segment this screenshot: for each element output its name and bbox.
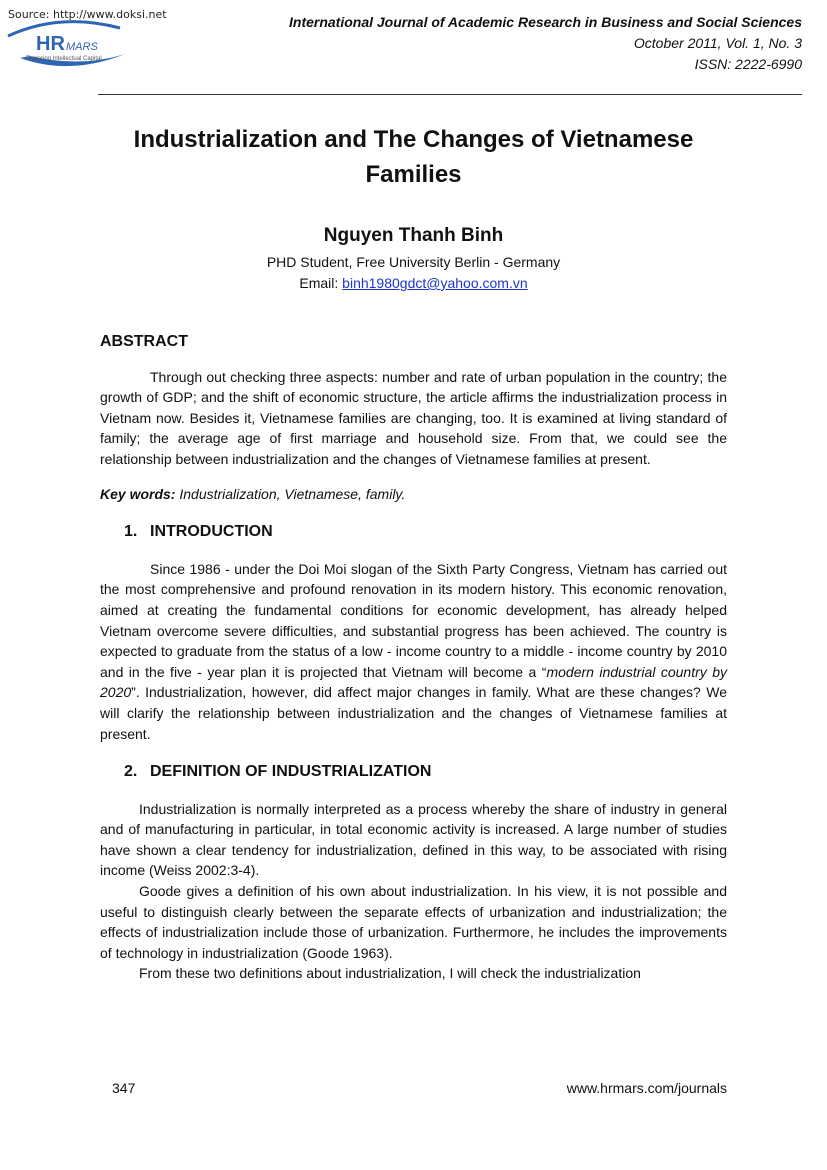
keywords: [100, 484, 727, 505]
abstract-heading: ABSTRACT: [100, 333, 188, 350]
author-affiliation: PHD Student, Free University Berlin - Germany: [266, 254, 561, 270]
author-details: [100, 252, 727, 294]
section-heading-introduction: [124, 522, 727, 543]
intro-text-after: ”. Industrialization, however, did affect major changes in family. What are these changes? We will clarify the relationship between industrialization and the changes of Vietnamese families at present.: [100, 684, 727, 742]
section-heading-definition: [124, 762, 727, 783]
journal-name: International Journal of Academic Research in Business and Social Sciences: [289, 14, 802, 30]
header-rule: [98, 94, 802, 95]
section-title: DEFINITION OF INDUSTRIALIZATION: [150, 763, 432, 781]
keywords-text: Industrialization, Vietnamese, family.: [175, 485, 406, 502]
journal-website: www.hrmars.com/journals: [566, 1080, 727, 1096]
logo-primary-text: HR: [36, 33, 65, 55]
hrmars-logo-graphic: [0, 16, 140, 68]
section-title: INTRODUCTION: [150, 523, 273, 541]
introduction-paragraph: [100, 559, 727, 744]
definition-paragraph: From these two definitions about industrialization, I will check the industrialization: [139, 965, 641, 982]
intro-text-before: Since 1986 - under the Doi Moi slogan of the Sixth Party Congress, Vietnam has carried out the most comprehensive and profound renovation in its modern history. This economic renovation, aimed at creating the fundamental conditions for economic development, has already helped Vietnam overcome severe difficulties, and substantial progress has been achieved. The country is expected to graduate from the status of a low - income country to a middle - income country by 2010 and in the five - year plan it is projected that Vietnam will become a “: [100, 560, 727, 680]
author-email-line: [100, 273, 727, 294]
abstract-text: Through out checking three aspects: number and rate of urban population in the country; the growth of GDP; and the shift of economic structure, the article affirms the industrialization process in Vietnam now. Besides it, Vietnamese families are changing, too. It is examined at living standard of family; the average age of first marriage and household size. From that, we could see the relationship between industrialization and the changes of Vietnamese families at present.: [100, 368, 727, 467]
hrmars-logo: [0, 16, 140, 68]
definition-paragraph: Industrialization is normally interpreted as a process whereby the share of industry in general and of manufacturing in particular, in total economic activity is increased. A large number of studies have shown a clear tendency for industrialization, defined in this way, to be associated with rising income (Weiss 2002:3-4).: [100, 800, 727, 879]
definition-paragraph: Goode gives a definition of his own about industrialization. In his view, it is not possible and useful to distinguish clearly between the separate effects of urbanization and industrialization; the effects of industrialization include those of urbanization. Furthermore, he includes the improvements of technology in industrialization (Goode 1963).: [100, 883, 727, 961]
email-label: Email:: [299, 275, 343, 291]
email-link[interactable]: binh1980gdct@yahoo.com.vn: [342, 275, 528, 291]
journal-issue: October 2011, Vol. 1, No. 3: [633, 35, 802, 51]
paper-body: [100, 332, 727, 984]
logo-tagline: Exploring Intellectual Capital: [26, 56, 102, 62]
page-footer: [112, 1080, 727, 1096]
author-name: Nguyen Thanh Binh: [323, 225, 504, 246]
page-number: 347: [112, 1080, 136, 1096]
logo-secondary-text: MARS: [66, 41, 98, 53]
section-number: 1.: [124, 523, 138, 541]
source-note: Source: http://www.doksi.net: [8, 8, 167, 21]
journal-issn: ISSN: 2222-6990: [694, 56, 802, 72]
paper-title: Industrialization and The Changes of Vietnamese Families: [133, 126, 694, 188]
section-number: 2.: [124, 763, 138, 781]
journal-header: [289, 12, 802, 75]
keywords-label: Key words:: [100, 485, 176, 502]
intro-emphasis: modern industrial country by 2020: [100, 663, 727, 701]
